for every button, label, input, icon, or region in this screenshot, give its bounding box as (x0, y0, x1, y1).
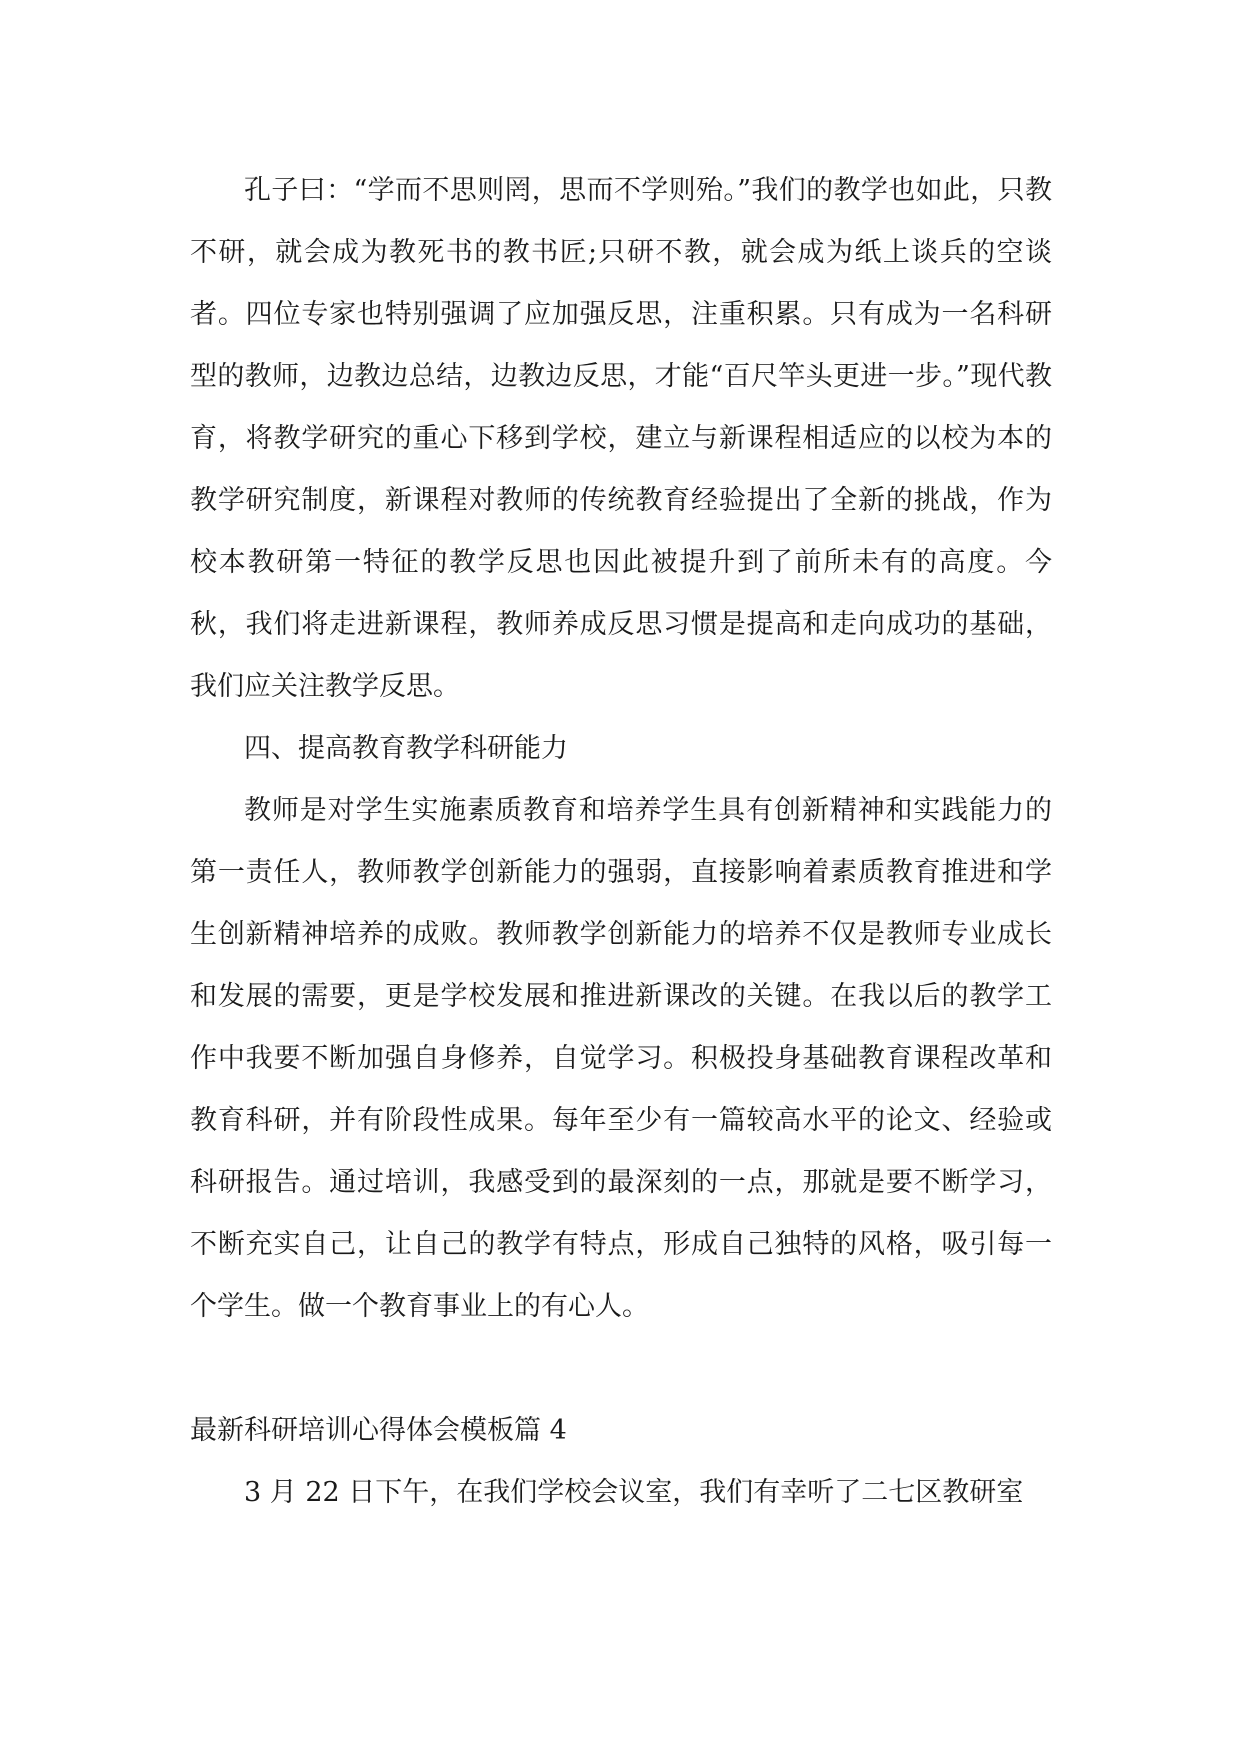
section-title-part-4: 最新科研培训心得体会模板篇 4 (190, 1415, 567, 1446)
paragraph-reflection: 孔子曰：“学而不思则罔，思而不学则殆。”我们的教学也如此，只教不研，就会成为教死书的教书匠;只研不教，就会成为纸上谈兵的空谈者。四位专家也特别强调了应加强反思，注重积累。只有成为一名科研型的教师，边教边总结，边教边反思，才能“百尺竿头更进一步。”现代教育，将教学研究的重心下移到学校，建立与新课程相适应的以校为本的教学研究制度，新课程对教师的传统教育经验提出了全新的挑战，作为校本教研第一特征的教学反思也因此被提升到了前所未有的高度。今秋，我们将走进新课程，教师养成反思习惯是提高和走向成功的基础，我们应关注教学反思。 (190, 175, 1052, 702)
paragraph-march-22: 3 月 22 日下午，在我们学校会议室，我们有幸听了二七区教研室 (244, 1477, 1024, 1508)
paragraph-research-ability: 教师是对学生实施素质教育和培养学生具有创新精神和实践能力的第一责任人，教师教学创新能力的强弱，直接影响着素质教育推进和学生创新精神培养的成败。教师教学创新能力的培养不仅是教师专业成长和发展的需要，更是学校发展和推进新课改的关键。在我以后的教学工作中我要不断加强自身修养，自觉学习。积极投身基础教育课程改革和教育科研，并有阶段性成果。每年至少有一篇较高水平的论文、经验或科研报告。通过培训，我感受到的最深刻的一点，那就是要不断学习，不断充实自己，让自己的教学有特点，形成自己独特的风格，吸引每一个学生。做一个教育事业上的有心人。 (190, 795, 1052, 1322)
document-body (190, 160, 1052, 1524)
section-heading-4: 四、提高教育教学科研能力 (244, 733, 568, 764)
